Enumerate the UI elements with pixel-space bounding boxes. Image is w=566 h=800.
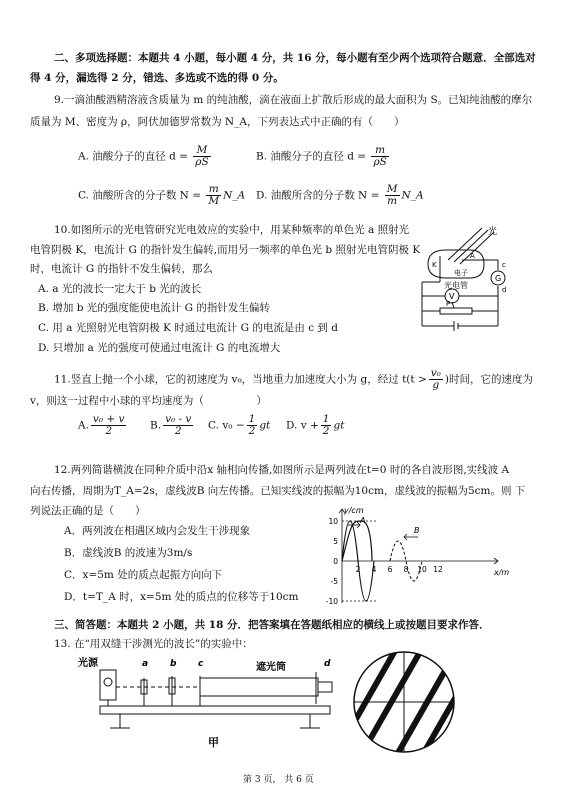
- label-c: c: [502, 261, 506, 269]
- label-d: d: [502, 286, 507, 294]
- q10-option-c: C. 用 a 光照射光电管阴极 K 时通过电流计 G 的电流是由 c 到 d: [38, 322, 338, 334]
- label-light-source: 光源: [78, 658, 98, 669]
- x-axis-label: x/m: [494, 568, 510, 577]
- x-tick-6: 6: [387, 565, 393, 574]
- q13-stem: 13. 在“用双缝干涉测光的波长”的实验中：: [54, 638, 253, 650]
- label-tube: 遮光筒: [256, 662, 286, 673]
- q12-option-a: A．两列波在相遇区域内会发生干涉现象: [64, 525, 251, 537]
- label-light: 光: [488, 227, 498, 237]
- q13-fringe-view: [348, 648, 468, 758]
- label-jia: 甲: [208, 736, 219, 748]
- q11-option-a: A. $\frac{\text{v₀ + v}}{2}$: [78, 413, 125, 437]
- label-K: K: [432, 261, 437, 269]
- q11-stem-line1: 11.竖直上抛一个小球，它的初速度为 v₀，当地重力加速度大小为 g，经过 t(t > $\frac{\text{v₀}}{g}$ )时间，它的速度为: [54, 367, 534, 391]
- label-A: A: [470, 252, 475, 260]
- page-footer: 第 3 页， 共 6 页: [243, 775, 314, 785]
- section3-heading: 三、简答题：本题共 2 小题，共 18 分．把答案填在答题纸相应的横线上或按题目要求作答．: [54, 619, 490, 631]
- q9-option-c: C. 油酸所含的分子数 N = $\frac{m}{M}$ N_A: [78, 183, 246, 207]
- q10-stem-line3: 时，电流计 G 的指针不发生偏转，那么: [30, 263, 214, 275]
- q10-option-d: D. 只增加 a 光的强度可使通过电流计 G 的电流增大: [38, 342, 281, 354]
- q11-option-c: C. v₀ − $\frac{1}{2}$ gt: [208, 413, 271, 437]
- q13-apparatus-figure: [60, 648, 350, 748]
- q12-option-b: B．虚线波B 的波速为3m/s: [64, 547, 193, 559]
- label-c: c: [198, 659, 204, 669]
- wave-a-label: A: [360, 516, 366, 525]
- x-tick-12: 12: [433, 565, 443, 574]
- q12-stem-line3: 列说法正确的是（ ）: [30, 505, 146, 517]
- q10-circuit-figure: [418, 222, 518, 340]
- q11-stem-line2: v，则这一过程中小球的平均速度为（ ）: [30, 395, 267, 407]
- x-tick-10: 10: [417, 565, 427, 574]
- section2-heading: 二、多项选择题：本题共 4 小题，每小题 4 分，共 16 分，每小题有至少两个选项符合题意．全部选对: [54, 52, 536, 64]
- y-tick-neg10: -10: [325, 597, 338, 606]
- label-a: a: [142, 659, 149, 669]
- q12-option-d: D．t=T_A 时，x=5m 处的质点的位移等于10cm: [64, 591, 299, 603]
- x-tick-4: 4: [371, 565, 377, 574]
- q9-stem-line2: 质量为 M、密度为 ρ，阿伏加德罗常数为 N_A，下列表达式中正确的有（ ）: [30, 116, 405, 128]
- q9-stem-line1: 9.一滴油酸酒精溶液含质量为 m 的纯油酸，滴在液面上扩散后形成的最大面积为 S。已知纯油酸的摩尔: [54, 94, 533, 106]
- q11-option-d: D. v + $\frac{1}{2}$ gt: [286, 413, 345, 437]
- label-d: d: [324, 659, 331, 669]
- y-tick-0: 0: [333, 557, 338, 566]
- label-P: P: [446, 300, 451, 308]
- q12-stem-line2: 向右传播，周期为T_A=2s，虚线波B 向左传播。已知实线波的振幅为10cm，虚线波的振幅为5cm。则 下: [30, 485, 526, 497]
- q10-stem-line2: 电管阴极 K，电流计 G 的指针发生偏转,而用另一频率的单色光 b 照射光电管阴极 K: [30, 244, 421, 256]
- q10-stem-line1: 10.如图所示的光电管研究光电效应的实验中，用某种频率的单色光 a 照射光: [54, 224, 410, 236]
- wave-b-label: B: [414, 526, 420, 535]
- x-tick-2: 2: [355, 565, 361, 574]
- label-b: b: [170, 659, 177, 669]
- q10-option-a: A. a 光的波长一定大于 b 光的波长: [38, 283, 202, 295]
- y-tick-10: 10: [328, 517, 338, 526]
- y-axis-label: y/cm: [344, 506, 364, 515]
- q11-option-b: B. $\frac{\text{v₀ - v}}{2}$: [150, 413, 192, 437]
- q12-option-c: C．x=5m 处的质点起振方向向下: [64, 569, 223, 581]
- q10-option-b: B. 增加 b 光的强度能使电流计 G 的指针发生偏转: [38, 302, 270, 314]
- label-electron: 电子: [454, 269, 468, 277]
- q9-option-a: A. 油酸分子的直径 d = $\frac{M}{\rho S}$: [78, 144, 209, 168]
- label-tube: 光电管: [444, 281, 468, 290]
- label-G: G: [495, 274, 502, 283]
- y-tick-5: 5: [333, 537, 338, 546]
- section2-heading-cont: 得 4 分，漏选得 2 分，错选、多选或不选的得 0 分。: [30, 72, 284, 84]
- x-tick-8: 8: [403, 565, 409, 574]
- q9-option-b: B. 油酸分子的直径 d = $\frac{m}{\rho S}$: [256, 144, 387, 168]
- label-V: V: [449, 292, 455, 301]
- q12-wave-graph: [318, 503, 518, 609]
- q12-stem-line1: 12.两列简谐横波在同种介质中沿x 轴相向传播,如图所示是两列波在t=0 时的各自波形图,实线波 A: [54, 464, 510, 476]
- q9-option-d: D. 油酸所含的分子数 N = $\frac{M}{m}$ N_A: [256, 183, 424, 207]
- y-tick-neg5: -5: [330, 577, 338, 586]
